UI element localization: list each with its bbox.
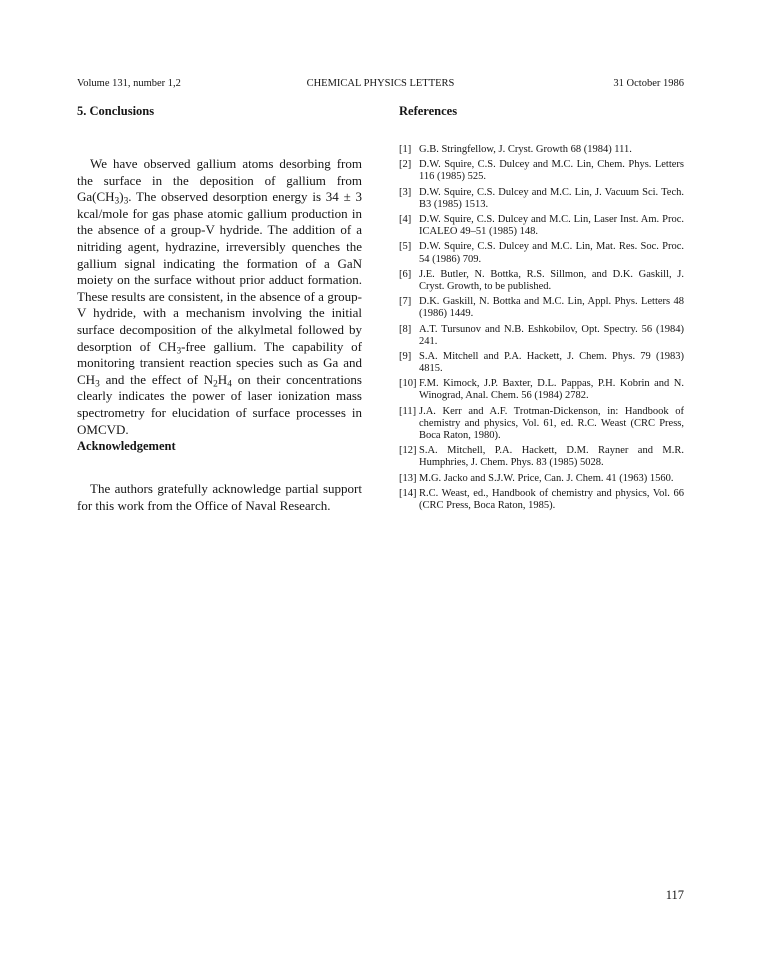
conclusions-heading: 5. Conclusions <box>77 104 155 118</box>
reference-number: [7] <box>399 296 412 308</box>
reference-number: [3] <box>399 186 412 198</box>
reference-number: [13] <box>399 472 417 484</box>
reference-number: [5] <box>399 241 412 253</box>
reference-text: J.A. Kerr and A.F. Trotman-Dickenson, in: Handbook of chemistry and physics, Vol. 61, ed. R.C. Weast (CRC Press, Boca Raton, 1980). <box>419 405 684 441</box>
reference-number: [2] <box>399 159 412 171</box>
reference-item <box>399 351 684 375</box>
reference-number: [10] <box>399 378 417 390</box>
left-column <box>77 103 362 514</box>
reference-number: [1] <box>399 144 412 155</box>
subscript: 3 <box>114 196 120 207</box>
page-number: 117 <box>665 888 684 902</box>
journal-title: CHEMICAL PHYSICS LETTERS <box>306 78 455 89</box>
running-head <box>77 77 684 91</box>
reference-item <box>399 445 684 469</box>
reference-item <box>399 269 684 293</box>
reference-item <box>399 241 684 265</box>
reference-number: [11] <box>399 405 417 417</box>
right-column <box>399 103 684 515</box>
acknowledgement-heading: Acknowledgement <box>77 439 176 454</box>
reference-number: [12] <box>399 445 417 457</box>
reference-item <box>399 473 684 485</box>
reference-item <box>399 144 684 156</box>
reference-item <box>399 406 684 442</box>
reference-item <box>399 187 684 211</box>
reference-text: R.C. Weast, ed., Handbook of chemistry and physics, Vol. 66 (CRC Press, Boca Raton, 1985). <box>419 487 684 511</box>
volume-number: Volume 131, number 1,2 <box>77 78 181 89</box>
reference-item <box>399 296 684 320</box>
reference-number: [6] <box>399 268 412 280</box>
reference-text: D.W. Squire, C.S. Dulcey and M.C. Lin, Laser Inst. Am. Proc. ICALEO 49–51 (1985) 148. <box>419 214 684 238</box>
subscript: 4 <box>227 379 232 390</box>
reference-text: S.A. Mitchell, P.A. Hackett, D.M. Rayner and M.R. Humphries, J. Chem. Phys. 83 (1985) 5028. <box>419 445 684 469</box>
conclusions-text-3: . The observed desorption energy is 34 ± 3 kcal/mole for gas phase atomic gallium production in the absence of a group-V hydride. The addition of a nitriding agent, hydrazine, irreversibly quenches the gallium signal indicating the formation of a GaN moiety on the surface without prior adduct formation. These results are consistent, in the absence of a group-V hydride, with a mechanism involving the initial surface decomposition of the alkylmetal followed by desorption of CH <box>77 189 362 354</box>
reference-text: A.T. Tursunov and N.B. Eshkobilov, Opt. Spectry. 56 (1984) 241. <box>419 323 684 347</box>
conclusions-paragraph <box>77 156 362 438</box>
reference-item <box>399 159 684 183</box>
reference-text: S.A. Mitchell and P.A. Hackett, J. Chem. Phys. 79 (1983) 4815. <box>419 350 684 374</box>
reference-text: D.W. Squire, C.S. Dulcey and M.C. Lin, Chem. Phys. Letters 116 (1985) 525. <box>419 159 684 183</box>
subscript: 3 <box>95 379 100 390</box>
reference-text: G.B. Stringfellow, J. Cryst. Growth 68 (1984) 111. <box>419 144 632 155</box>
subscript: 2 <box>213 379 218 390</box>
reference-item <box>399 488 684 512</box>
reference-number: [8] <box>399 323 412 335</box>
reference-text: D.W. Squire, C.S. Dulcey and M.C. Lin, Mat. Res. Soc. Proc. 54 (1986) 709. <box>419 241 684 265</box>
reference-list <box>399 144 684 512</box>
reference-text: F.M. Kimock, J.P. Baxter, D.L. Pappas, P.H. Kobrin and N. Winograd, Anal. Chem. 56 (1984) 2782. <box>419 378 684 402</box>
conclusions-text-6: H <box>217 371 228 387</box>
reference-item <box>399 324 684 348</box>
reference-text: J.E. Butler, N. Bottka, R.S. Sillmon, and D.K. Gaskill, J. Cryst. Growth, to be published. <box>419 268 684 292</box>
acknowledgement-paragraph: The authors gratefully acknowledge partial support for this work from the Office of Naval Research. <box>77 481 362 513</box>
references-heading: References <box>399 104 458 118</box>
subscript: 3 <box>123 196 129 207</box>
reference-number: [4] <box>399 214 412 226</box>
subscript: 3 <box>176 345 182 356</box>
conclusions-text-2: ) <box>119 189 124 205</box>
reference-text: M.G. Jacko and S.J.W. Price, Can. J. Chem. 41 (1963) 1560. <box>419 472 674 484</box>
reference-number: [9] <box>399 350 412 362</box>
reference-text: D.K. Gaskill, N. Bottka and M.C. Lin, Appl. Phys. Letters 48 (1986) 1449. <box>419 296 684 320</box>
issue-date: 31 October 1986 <box>613 78 684 89</box>
conclusions-text-1: We have observed gallium atoms desorbing from the surface in the deposition of gallium from Ga(CH <box>77 156 362 205</box>
reference-item <box>399 214 684 238</box>
conclusions-text-5: and the effect of N <box>99 371 214 387</box>
conclusions-text-4: -free gallium. The capability of monitoring transient reaction species such as Ga and CH <box>77 338 362 387</box>
conclusions-text-7: on their concentrations clearly indicates the power of laser ionization mass spectrometry for elucidation of surface processes in OMCVD. <box>77 371 362 437</box>
reference-text: D.W. Squire, C.S. Dulcey and M.C. Lin, J. Vacuum Sci. Tech. B3 (1985) 1513. <box>419 186 684 210</box>
reference-number: [14] <box>399 487 417 499</box>
reference-item <box>399 378 684 402</box>
